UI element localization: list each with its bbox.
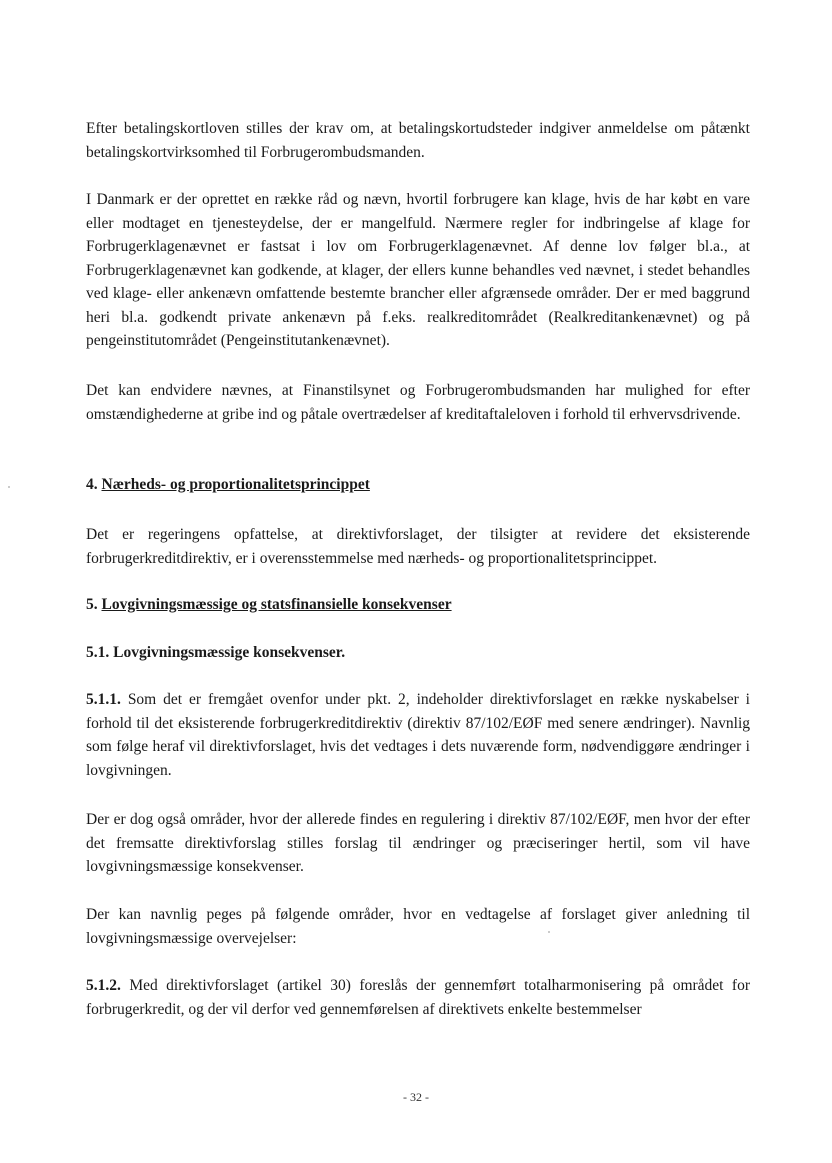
scan-speck: [8, 486, 10, 488]
paragraph-regeringens-opfattelse: Det er regeringens opfattelse, at direktivforslaget, der tilsigter at revidere det eksisterende forbrugerkreditdirektiv, er i overensstemmelse med nærheds- og proportionalitetsprincippet.: [86, 526, 750, 567]
page-number: - 32 -: [403, 1090, 429, 1104]
section-heading-5: [86, 594, 452, 616]
paragraph-5-1-2: [86, 974, 750, 1021]
paragraph-raad-og-naevn: I Danmark er der oprettet en række råd og nævn, hvortil forbrugere kan klage, hvis de har købt en vare eller modtaget en tjenesteydelse, der er mangelfuld. Nærmere regler for indbringelse af klage for Forbrugerklagenævnet er fastsat i lov om Forbrugerklagenævnet. Af denne lov følger bl.a., at Forbrugerklagenævnet kan godkende, at klager, der ellers kunne behandles ved nævnet, i stedet behandles ved klage- eller ankenævn omfattende bestemte brancher eller afgrænsede områder. Der er med baggrund heri bl.a. godkendt private ankenævn på f.eks. realkreditområdet (Realkreditankenævnet) og på pengeinstitutområdet (Pengeinstitutankenævnet).: [86, 191, 750, 349]
paragraph-text: Med direktivforslaget (artikel 30) foreslås der gennemført totalharmonisering på området for forbrugerkredit, og der vil derfor ved gennemførelsen af direktivets enkelte bestemmelser: [86, 977, 751, 1018]
paragraph-peges-paa: Der kan navnlig peges på følgende områder, hvor en vedtagelse af forslaget giver anledning til lovgivningsmæssige overvejelser:: [86, 906, 750, 947]
paragraph-betalingskort: Efter betalingskortloven stilles der krav om, at betalingskortudsteder indgiver anmeldelse om påtænkt betalingskortvirksomhed til Forbrugerombudsmanden.: [86, 120, 750, 161]
scan-speck: [548, 931, 550, 933]
section-title: Lovgivningsmæssige og statsfinansielle konsekvenser: [101, 596, 452, 613]
paragraph-number: 5.1.2.: [86, 977, 121, 994]
section-number: 4.: [86, 476, 98, 493]
paragraph-text: Som det er fremgået ovenfor under pkt. 2, indeholder direktivforslaget en række nyskabelser i forhold til det eksisterende forbrugerkreditdirektiv (direktiv 87/102/EØF med senere ændringer). Navnlig som følge heraf vil direktivforslaget, hvis det vedtages i dets nuværende form, nødvendiggøre ændringer i lovgivningen.: [86, 691, 750, 779]
paragraph-number: 5.1.1.: [86, 691, 121, 708]
subsection-heading-5-1: 5.1. Lovgivningsmæssige konsekvenser.: [86, 644, 346, 661]
section-heading-4: [86, 474, 370, 496]
section-title: Nærheds- og proportionalitetsprincippet: [101, 476, 370, 493]
paragraph-omraader-regulering: Der er dog også områder, hvor der allerede findes en regulering i direktiv 87/102/EØF, men hvor der efter det fremsatte direktivforslag stilles forslag til ændringer og præciseringer hertil, som vil have lovgivningsmæssige konsekvenser.: [86, 811, 750, 875]
paragraph-finanstilsynet: Det kan endvidere nævnes, at Finanstilsynet og Forbrugerombudsmanden har mulighed for efter omstændighederne at gribe ind og påtale overtrædelser af kreditaftaleloven i forhold til erhvervsdrivende.: [86, 382, 750, 423]
paragraph-5-1-1: [86, 688, 750, 782]
section-number: 5.: [86, 596, 98, 613]
